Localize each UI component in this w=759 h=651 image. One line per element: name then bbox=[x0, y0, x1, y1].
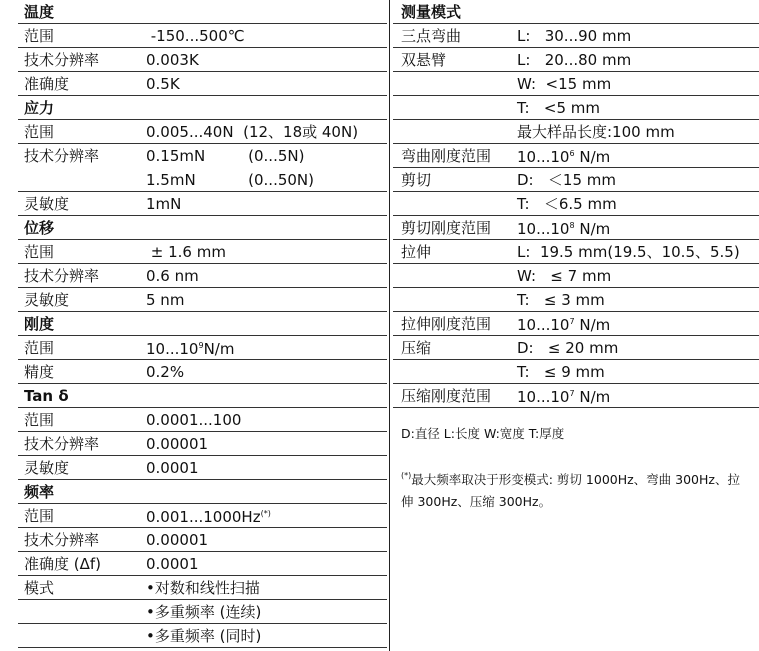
spec-value-text: 10...10 bbox=[517, 148, 570, 166]
spec-label: 准确度 bbox=[24, 74, 70, 93]
spec-row bbox=[393, 384, 759, 408]
spec-row bbox=[18, 288, 387, 312]
spec-value-text: L: 30...90 mm bbox=[517, 26, 632, 45]
spec-exponent: 8 bbox=[569, 221, 575, 230]
spec-value-text: 10...10 bbox=[517, 316, 570, 334]
spec-unit: N/m bbox=[574, 220, 611, 238]
section-title: 应力 bbox=[24, 98, 55, 117]
spec-row bbox=[393, 120, 759, 144]
spec-label: 灵敏度 bbox=[24, 290, 70, 309]
spec-label: 压缩 bbox=[401, 338, 432, 357]
spec-label: 拉伸 bbox=[401, 242, 432, 261]
spec-value-text: 0.6 nm bbox=[146, 266, 199, 285]
spec-value bbox=[146, 502, 387, 529]
spec-unit: N/m bbox=[574, 316, 611, 334]
spec-value bbox=[517, 264, 759, 288]
spec-value bbox=[146, 600, 387, 624]
spec-row bbox=[393, 288, 759, 312]
spec-exponent: 7 bbox=[569, 389, 575, 398]
spec-row bbox=[18, 528, 387, 552]
spec-value-text: T: ＜6.5 mm bbox=[517, 194, 617, 213]
spec-label: 精度 bbox=[24, 362, 55, 381]
spec-row bbox=[393, 216, 759, 240]
spec-value bbox=[146, 264, 387, 288]
spec-value-text: 0.00001 bbox=[146, 530, 209, 549]
spec-row bbox=[18, 240, 387, 264]
spec-value bbox=[146, 528, 387, 552]
spec-value bbox=[146, 360, 387, 384]
spec-row bbox=[393, 144, 759, 168]
spec-value bbox=[146, 432, 387, 456]
spec-value bbox=[517, 168, 759, 192]
spec-value-text: -150...500℃ bbox=[146, 26, 245, 45]
spec-row bbox=[393, 312, 759, 336]
spec-value bbox=[146, 144, 387, 168]
spec-value-text: 0.5K bbox=[146, 74, 180, 93]
spec-row bbox=[393, 72, 759, 96]
spec-label: 灵敏度 bbox=[24, 458, 70, 477]
spec-value-text: D: ≤ 20 mm bbox=[517, 338, 619, 357]
spec-value-text: T: ≤ 3 mm bbox=[517, 290, 605, 309]
section-header bbox=[18, 312, 387, 336]
spec-row bbox=[18, 264, 387, 288]
spec-row bbox=[393, 96, 759, 120]
spec-value-text: T: <5 mm bbox=[517, 98, 600, 117]
spec-value bbox=[146, 240, 387, 264]
spec-unit: N/m bbox=[574, 148, 611, 166]
spec-exponent: 7 bbox=[569, 317, 575, 326]
section-header bbox=[18, 216, 387, 240]
spec-value bbox=[517, 72, 759, 96]
spec-value-text: 10...10 bbox=[146, 340, 199, 358]
spec-value-text: 0.0001 bbox=[146, 458, 199, 477]
spec-value bbox=[146, 288, 387, 312]
spec-label: 范围 bbox=[24, 122, 55, 141]
spec-row bbox=[18, 24, 387, 48]
spec-value bbox=[146, 120, 387, 144]
section-title: 温度 bbox=[24, 2, 55, 21]
section-title: 刚度 bbox=[24, 314, 55, 333]
spec-value bbox=[146, 48, 387, 72]
spec-value-text: 0.00001 bbox=[146, 434, 209, 453]
spec-exponent: 6 bbox=[569, 149, 575, 158]
section-title: 测量模式 bbox=[401, 2, 462, 21]
spec-row bbox=[18, 144, 387, 168]
spec-value-text: 0.0001...100 bbox=[146, 410, 242, 429]
spec-value-text: 0.003K bbox=[146, 50, 199, 69]
spec-unit: N/m bbox=[203, 340, 235, 358]
right-spec-table bbox=[393, 0, 759, 408]
spec-row bbox=[18, 408, 387, 432]
section-header bbox=[18, 480, 387, 504]
spec-label: 剪切刚度范围 bbox=[401, 218, 492, 237]
spec-row bbox=[393, 360, 759, 384]
column-divider bbox=[389, 0, 390, 651]
spec-label: 拉伸刚度范围 bbox=[401, 314, 492, 333]
spec-value bbox=[517, 240, 759, 264]
spec-value-text: 0.0001 bbox=[146, 554, 199, 573]
spec-value-text: 0.2% bbox=[146, 362, 185, 381]
spec-label: 弯曲刚度范围 bbox=[401, 146, 492, 165]
spec-label: 技术分辨率 bbox=[24, 266, 100, 285]
section-title: Tan δ bbox=[24, 386, 69, 405]
spec-value-text: ± 1.6 mm bbox=[146, 242, 226, 261]
spec-value-text: •多重频率 (连续) bbox=[146, 602, 262, 621]
spec-label: 技术分辨率 bbox=[24, 530, 100, 549]
spec-value-text: •对数和线性扫描 bbox=[146, 578, 260, 597]
spec-label: 技术分辨率 bbox=[24, 50, 100, 69]
spec-value-text: W: <15 mm bbox=[517, 74, 612, 93]
spec-label: 技术分辨率 bbox=[24, 147, 100, 165]
spec-row bbox=[393, 336, 759, 360]
spec-row bbox=[18, 624, 387, 648]
spec-value-text: •多重频率 (同时) bbox=[146, 626, 262, 645]
spec-row bbox=[18, 360, 387, 384]
spec-value-text: 10...10 bbox=[517, 220, 570, 238]
spec-value-text: T: ≤ 9 mm bbox=[517, 362, 605, 381]
spec-label: 剪切 bbox=[401, 170, 432, 189]
spec-label: 三点弯曲 bbox=[401, 26, 462, 45]
spec-label: 范围 bbox=[24, 410, 55, 429]
footnote-mark: (*) bbox=[401, 471, 412, 480]
spec-value bbox=[146, 72, 387, 96]
spec-value-text: L: 20...80 mm bbox=[517, 50, 632, 69]
spec-unit: N/m bbox=[574, 388, 611, 406]
spec-row bbox=[18, 336, 387, 360]
section-header bbox=[18, 0, 387, 24]
spec-value-text: 1mN bbox=[146, 194, 182, 213]
spec-value-text: W: ≤ 7 mm bbox=[517, 266, 612, 285]
spec-value bbox=[517, 336, 759, 360]
spec-value bbox=[517, 360, 759, 384]
spec-row bbox=[18, 456, 387, 480]
spec-value-text: 1.5mN (0...50N) bbox=[146, 170, 314, 189]
footnote bbox=[401, 465, 741, 513]
spec-label: 范围 bbox=[24, 338, 55, 357]
spec-value-text: 10...10 bbox=[517, 388, 570, 406]
spec-value-text: 0.001...1000Hz bbox=[146, 508, 261, 526]
spec-row bbox=[18, 600, 387, 624]
spec-value-text: 0.15mN (0...5N) bbox=[146, 147, 305, 165]
spec-row bbox=[18, 168, 387, 192]
legend-note: D:直径 L:长度 W:宽度 T:厚度 bbox=[401, 426, 565, 441]
spec-exponent: 9 bbox=[198, 341, 204, 350]
spec-value bbox=[146, 576, 387, 600]
spec-label: 范围 bbox=[24, 26, 55, 45]
spec-exponent: (*) bbox=[260, 509, 271, 518]
spec-value bbox=[517, 24, 759, 48]
spec-label: 准确度 (Δf) bbox=[24, 554, 102, 573]
spec-row bbox=[18, 48, 387, 72]
footnote-text: 最大频率取决于形变模式: 剪切 1000Hz、弯曲 300Hz、拉伸 300Hz、压缩 300Hz。 bbox=[401, 472, 740, 509]
spec-label: 灵敏度 bbox=[24, 194, 70, 213]
spec-value bbox=[146, 624, 387, 648]
spec-value bbox=[146, 456, 387, 480]
spec-value-text: 最大样品长度:100 mm bbox=[517, 122, 675, 141]
spec-row bbox=[393, 168, 759, 192]
spec-value bbox=[517, 142, 759, 169]
spec-value-text: L: 19.5 mm(19.5、10.5、5.5) bbox=[517, 242, 740, 261]
spec-row bbox=[393, 264, 759, 288]
spec-row bbox=[18, 504, 387, 528]
spec-label: 压缩刚度范围 bbox=[401, 386, 492, 405]
spec-row bbox=[18, 552, 387, 576]
spec-value-text: 0.005...40N (12、18或 40N) bbox=[146, 122, 359, 141]
spec-value-text: 5 nm bbox=[146, 290, 185, 309]
spec-value bbox=[517, 192, 759, 216]
spec-row bbox=[18, 432, 387, 456]
spec-row bbox=[18, 576, 387, 600]
spec-label: 模式 bbox=[24, 578, 55, 597]
spec-value bbox=[517, 310, 759, 337]
spec-value bbox=[146, 334, 387, 361]
spec-row bbox=[18, 72, 387, 96]
spec-label: 范围 bbox=[24, 506, 55, 525]
section-title: 位移 bbox=[24, 218, 55, 237]
spec-row bbox=[393, 48, 759, 72]
spec-value bbox=[517, 96, 759, 120]
spec-value bbox=[146, 552, 387, 576]
section-header bbox=[393, 0, 759, 24]
spec-value bbox=[517, 288, 759, 312]
section-header bbox=[18, 96, 387, 120]
section-header bbox=[18, 384, 387, 408]
spec-label: 双悬臂 bbox=[401, 50, 447, 69]
spec-row bbox=[18, 120, 387, 144]
spec-label: 范围 bbox=[24, 242, 55, 261]
spec-value bbox=[146, 192, 387, 216]
spec-value bbox=[517, 120, 759, 144]
spec-value bbox=[146, 24, 387, 48]
spec-value-text: D: ＜15 mm bbox=[517, 170, 616, 189]
spec-value bbox=[146, 408, 387, 432]
spec-value bbox=[517, 48, 759, 72]
spec-value bbox=[146, 168, 387, 192]
spec-row bbox=[393, 24, 759, 48]
spec-label: 技术分辨率 bbox=[24, 434, 100, 453]
spec-value bbox=[517, 382, 759, 409]
spec-value bbox=[517, 214, 759, 241]
left-spec-table bbox=[18, 0, 387, 648]
spec-row bbox=[393, 192, 759, 216]
spec-row bbox=[18, 192, 387, 216]
spec-row bbox=[393, 240, 759, 264]
section-title: 频率 bbox=[24, 482, 55, 501]
